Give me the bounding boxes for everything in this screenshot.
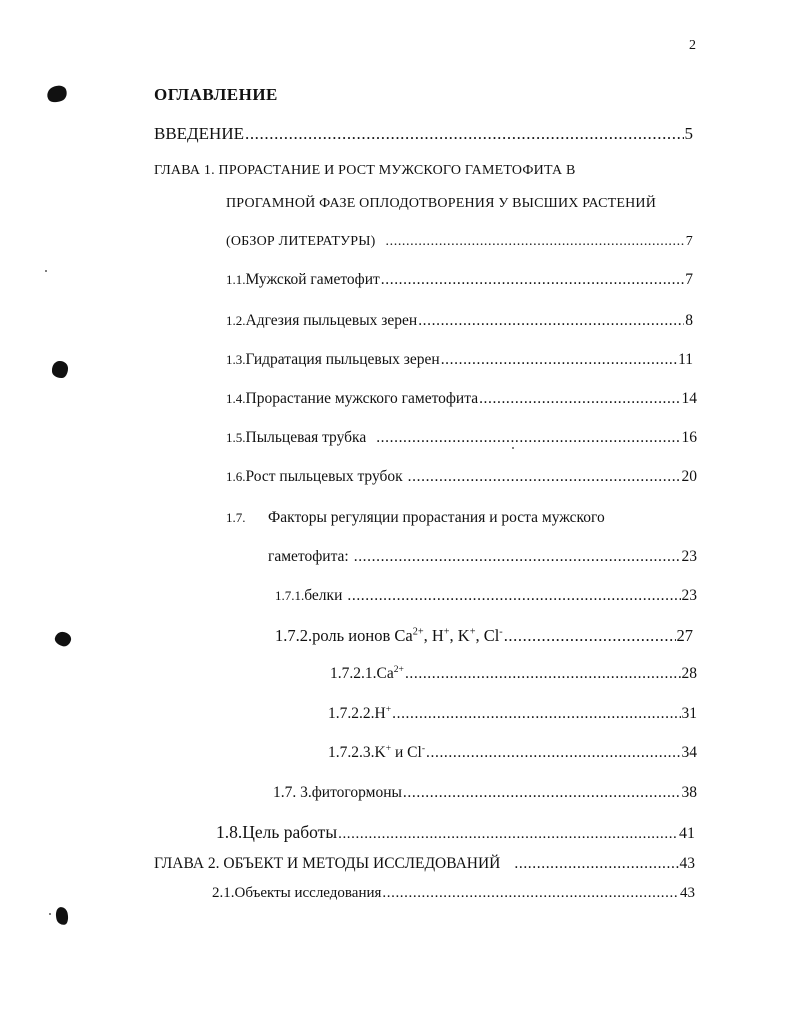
toc-entry-page: 41 xyxy=(679,825,695,842)
toc-entry-section-1-7[interactable] xyxy=(268,548,697,566)
toc-entry-page: 28 xyxy=(681,665,697,682)
leader-dots xyxy=(504,626,676,646)
toc-entry-label: Рост пыльцевых трубок xyxy=(245,468,403,485)
toc-entry-label: гаметофита: xyxy=(268,548,349,565)
ion-text: Ca xyxy=(376,665,394,682)
toc-entry-chapter1[interactable] xyxy=(226,234,693,250)
chapter1-heading-line2[interactable]: ПРОГАМНОЙ ФАЗЕ ОПЛОДОТВОРЕНИЯ У ВЫСШИХ РАСТЕНИЙ xyxy=(226,196,657,211)
toc-entry-label xyxy=(377,665,404,683)
section-number: 1.7.2.1. xyxy=(330,665,377,682)
superscript: + xyxy=(385,742,392,754)
ion-text: и Cl xyxy=(391,744,422,761)
section-number: 1.8. xyxy=(216,822,243,842)
ion-text: роль ионов Ca xyxy=(312,626,413,645)
ink-blot xyxy=(45,83,69,105)
toc-title: ОГЛАВЛЕНИЕ xyxy=(154,85,278,104)
section-number: 1.7. 3. xyxy=(273,784,312,801)
section-number: 1.7.2.2. xyxy=(328,705,375,722)
superscript: - xyxy=(499,626,503,638)
section-number: 1.7. xyxy=(226,510,246,525)
leader-dots xyxy=(381,271,684,289)
leader-dots xyxy=(418,312,684,330)
toc-entry-section-1-7-2-2[interactable] xyxy=(328,705,697,723)
ion-text: , H xyxy=(423,626,444,645)
ion-text: , Cl xyxy=(475,626,500,645)
toc-entry-page: 23 xyxy=(681,587,697,604)
toc-entry-page: 7 xyxy=(685,271,693,288)
section-number: 1.3. xyxy=(226,352,246,367)
toc-entry-page: 31 xyxy=(681,705,697,722)
toc-entry-section-1-7-3[interactable] xyxy=(273,784,697,802)
toc-entry-section-1-7-2-1[interactable] xyxy=(330,665,697,683)
leader-dots xyxy=(405,665,681,683)
leader-dots xyxy=(408,468,681,486)
leader-dots xyxy=(403,784,681,802)
superscript: + xyxy=(469,626,476,638)
section-number: 1.4. xyxy=(226,391,246,406)
ink-blot xyxy=(55,906,70,926)
toc-entry-section-1-5[interactable] xyxy=(226,429,697,447)
toc-entry-page: 27 xyxy=(676,626,693,645)
toc-entry-page: 14 xyxy=(681,390,697,407)
toc-entry-page: 5 xyxy=(684,124,693,143)
page-number: 2 xyxy=(689,38,696,53)
toc-entry-chapter2[interactable] xyxy=(154,855,695,873)
leader-dots xyxy=(479,390,680,408)
ink-blot xyxy=(52,361,68,378)
toc-entry-intro[interactable] xyxy=(154,124,693,144)
toc-entry-label: Мужской гаметофит xyxy=(245,271,380,288)
section-number: 1.1. xyxy=(226,272,246,287)
toc-entry-label: Пыльцевая трубка xyxy=(245,429,367,446)
section-number: 1.6. xyxy=(226,469,246,484)
ink-blot xyxy=(53,630,72,648)
leader-dots xyxy=(354,548,681,566)
toc-entry-section-2-1[interactable] xyxy=(212,885,695,902)
section-number: 2.1. xyxy=(212,885,235,901)
toc-entry-page: 16 xyxy=(681,429,697,446)
ion-text: , K xyxy=(449,626,470,645)
leader-dots xyxy=(426,744,680,762)
section-number: 1.2. xyxy=(226,313,246,328)
toc-entry-page: 20 xyxy=(681,468,697,485)
toc-entry-label: (ОБЗОР ЛИТЕРАТУРЫ) xyxy=(226,234,376,249)
leader-dots xyxy=(514,855,678,873)
toc-entry-section-1-7-2[interactable] xyxy=(275,626,693,646)
toc-entry-label: Цель работы xyxy=(242,822,338,842)
toc-entry-label: Адгезия пыльцевых зерен xyxy=(245,312,418,329)
leader-dots xyxy=(347,587,680,605)
superscript: 2+ xyxy=(393,663,404,675)
superscript: 2+ xyxy=(412,626,424,638)
toc-entry-section-1-2[interactable] xyxy=(226,312,693,330)
toc-entry-label: ВВЕДЕНИЕ xyxy=(154,124,244,143)
toc-entry-label xyxy=(312,626,503,646)
ion-text: H xyxy=(374,705,386,722)
toc-entry-section-1-8[interactable] xyxy=(216,822,695,843)
chapter1-heading-line1[interactable]: ГЛАВА 1. ПРОРАСТАНИЕ И РОСТ МУЖСКОГО ГАМЕТОФИТА В xyxy=(154,163,576,178)
toc-entry-section-1-1[interactable] xyxy=(226,271,693,289)
toc-entry-page: 34 xyxy=(681,744,697,761)
leader-dots xyxy=(441,351,677,369)
section-number: 1.7.2.3. xyxy=(328,744,375,761)
ion-text: K xyxy=(374,744,386,761)
superscript: - xyxy=(421,742,426,754)
toc-entry-label: Объекты исследования xyxy=(234,885,382,901)
leader-dots xyxy=(392,705,680,723)
leader-dots xyxy=(376,429,680,447)
section-number: 1.5. xyxy=(226,430,246,445)
toc-entry-label: фитогормоны xyxy=(311,784,402,801)
toc-entry-page: 11 xyxy=(678,351,693,368)
leader-dots xyxy=(338,826,678,843)
toc-entry-page: 43 xyxy=(680,885,695,901)
speck xyxy=(49,913,51,915)
leader-dots xyxy=(382,885,679,902)
toc-entry-page: 23 xyxy=(681,548,697,565)
superscript: + xyxy=(443,626,450,638)
leader-dots xyxy=(245,124,684,144)
toc-entry-label xyxy=(375,705,392,723)
leader-dots xyxy=(386,234,685,250)
toc-entry-label: белки xyxy=(304,587,343,604)
toc-entry-section-1-6[interactable] xyxy=(226,468,697,486)
toc-entry-label: Прорастание мужского гаметофита xyxy=(245,390,479,407)
toc-entry-label: ГЛАВА 2. ОБЪЕКТ И МЕТОДЫ ИССЛЕДОВАНИЙ xyxy=(154,855,501,872)
toc-entry-label: Гидратация пыльцевых зерен xyxy=(245,351,440,368)
toc-entry-page: 38 xyxy=(681,784,697,801)
toc-entry-section-1-7-line1[interactable] xyxy=(226,509,605,527)
toc-entry-section-1-4[interactable] xyxy=(226,390,697,408)
section-number: 1.7.1. xyxy=(275,588,305,603)
toc-entry-section-1-7-2-3[interactable] xyxy=(328,744,697,762)
toc-entry-page: 8 xyxy=(685,312,693,329)
toc-entry-label xyxy=(375,744,426,762)
toc-entry-section-1-3[interactable] xyxy=(226,351,693,369)
speck xyxy=(512,447,514,449)
toc-entry-label: Факторы регуляции прорастания и роста мужского xyxy=(268,509,605,526)
toc-entry-page: 43 xyxy=(679,855,695,872)
superscript: + xyxy=(385,703,392,715)
toc-entry-section-1-7-1[interactable] xyxy=(275,587,697,605)
toc-entry-page: 7 xyxy=(685,234,693,249)
speck xyxy=(45,270,47,272)
section-number: 1.7.2. xyxy=(275,626,313,645)
